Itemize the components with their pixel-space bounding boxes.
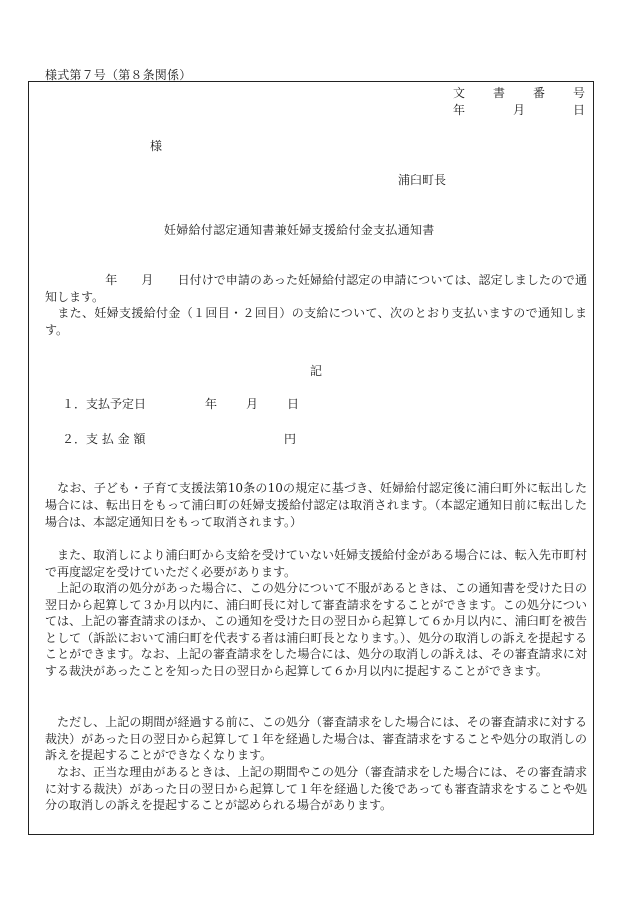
date-day: 日 <box>573 103 586 117</box>
date-year: 年 <box>453 103 466 117</box>
appeal-paragraph-1: 上記の取消の処分があった場合に、この処分について不服があるときは、この通知書を受けた日の翌日から起算して３か月以内に、浦臼町長に対して審査請求をすることができます。この処分については、上記の審査請求のほか、この通知を受けた日の翌日から起算して６か月以内に、浦臼町を被告として（訴訟において浦臼町を代表する者は浦臼町長となります。）、処分の取消しの訴えを提起することができます。なお、上記の審査請求をした場合には、処分の取消しの訴えは、その審査請求に対する裁決があったことを知った日の翌日から起算して６か月以内に提起することができます。 <box>45 581 587 678</box>
payment-month: 月 <box>246 397 259 411</box>
ki-heading: 記 <box>310 364 323 378</box>
issuer: 浦臼町長 <box>398 173 447 187</box>
payment-amount-label: ２．支 払 金 額 <box>62 432 146 446</box>
form-number-label: 様式第７号（第８条関係） <box>45 68 192 82</box>
payment-schedule-label: １．支払予定日 <box>62 397 147 411</box>
appeal-paragraph-3: なお、正当な理由があるときは、上記の期間やこの処分（審査請求をした場合には、その審査請求に対する裁決）があった日の翌日から起算して１年を経過した後であっても審査請求をすることや処分の取消しの訴えを提起することが認められる場合があります。 <box>45 765 587 813</box>
payment-amount-unit: 円 <box>284 432 297 446</box>
date-month: 月 <box>513 103 526 117</box>
payment-day: 日 <box>287 397 300 411</box>
appeal-paragraph-2: ただし、上記の期間が経過する前に、この処分（審査請求をした場合には、その審査請求に対する裁決）があった日の翌日から起算して１年を経過した場合は、審査請求をすることや処分の取消しの訴えを提起することができなくなります。 <box>45 715 587 763</box>
doc-number-char: 文 <box>453 86 466 100</box>
payment-year: 年 <box>205 397 218 411</box>
note-paragraph-2: また、取消しにより浦臼町から支給を受けていない妊婦支援給付金がある場合には、転入先市町村で再度認定を受けていただく必要があります。 <box>45 548 587 579</box>
doc-number-char: 書 <box>493 86 506 100</box>
intro-paragraph-1: 年 月 日付けで申請のあった妊婦給付認定の申請については、認定しましたので通知します。 <box>45 273 587 304</box>
doc-number-char: 番 <box>533 86 546 100</box>
note-paragraph-1: なお、子ども・子育て支援法第10条の10の規定に基づき、妊婦給付認定後に浦臼町外に転出した場合には、転出日をもって浦臼町の妊婦支援給付認定は取消されます。（本認定通知日前に転出した場合は、本認定通知日をもって取消されます。） <box>45 481 587 529</box>
document-title: 妊婦給付認定通知書兼妊婦支援給付金支払通知書 <box>164 223 435 237</box>
doc-number-char: 号 <box>573 86 586 100</box>
intro-paragraph-2: また、妊婦支援給付金（１回目・２回目）の支給について、次のとおり支払いますので通知します。 <box>45 306 587 337</box>
addressee: 様 <box>150 139 163 153</box>
